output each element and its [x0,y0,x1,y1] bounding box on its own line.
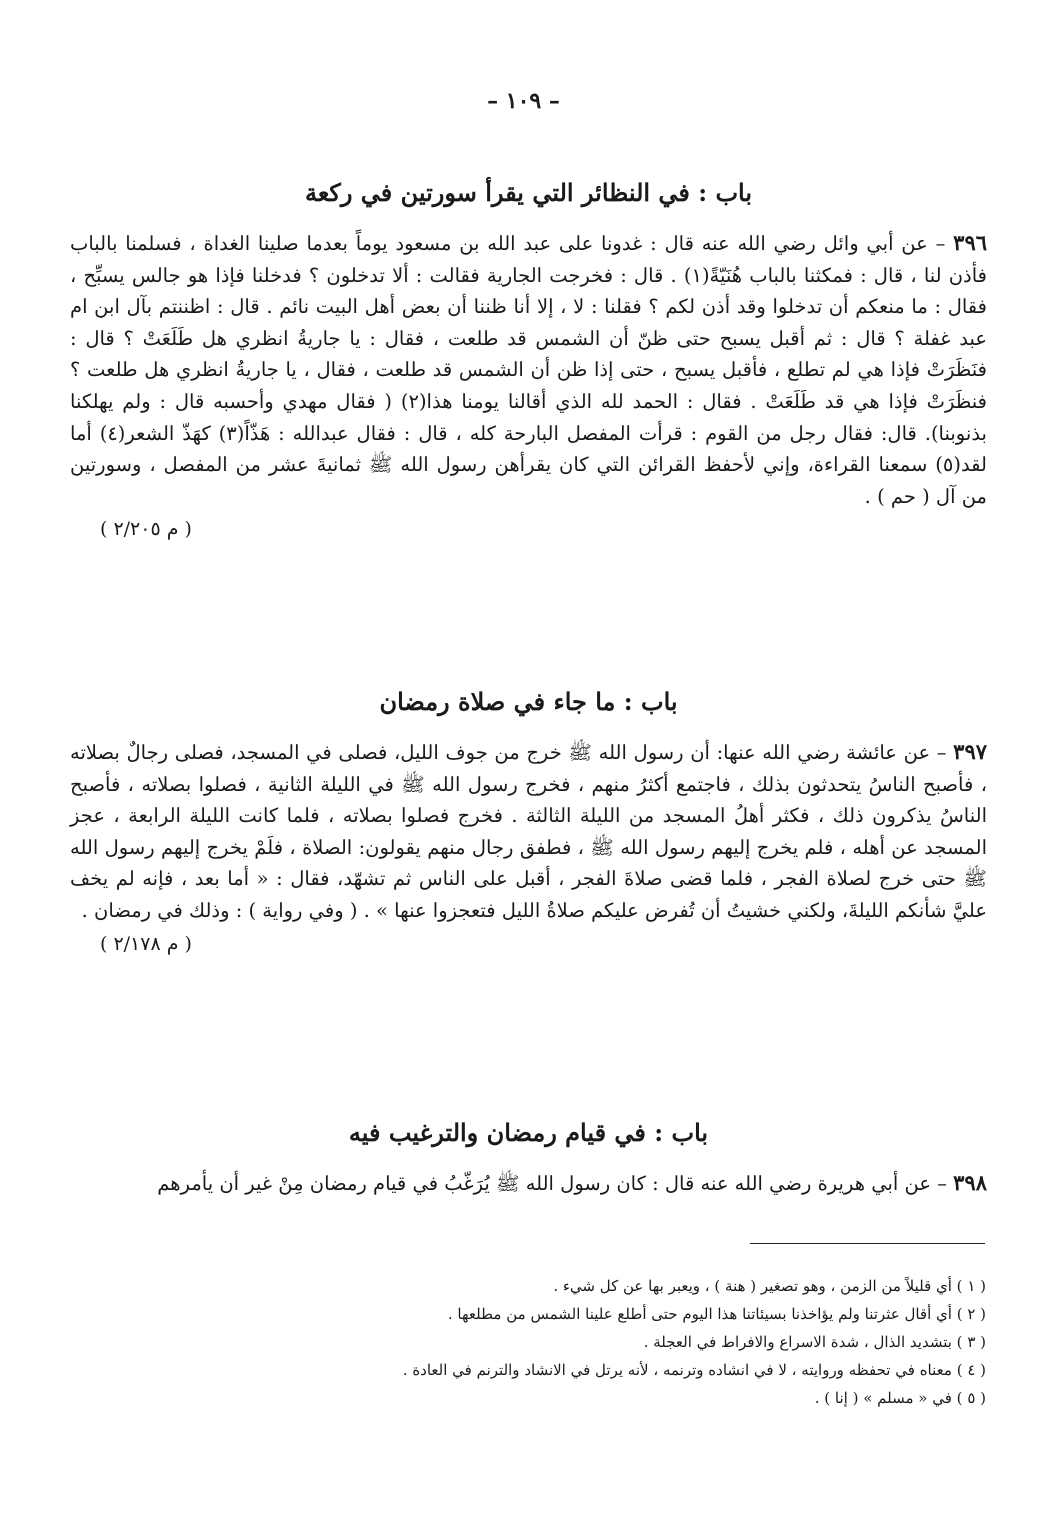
hadith-number: ٣٩٨ [953,1170,987,1195]
chapter-heading: باب : في قيام رمضان والترغيب فيه [348,1118,709,1147]
footnotes [120,1272,986,1412]
hadith-number: ٣٩٧ [953,739,988,764]
chapter-heading: باب : في النظائر التي يقرأ سورتين في ركعة [304,178,753,207]
footnote-2: ( ٢ ) أي أقال عثرتنا ولم يؤاخذنا بسيئاتنا هذا اليوم حتى أطلع علينا الشمس من مطلعها . [447,1305,986,1323]
footnote-4: ( ٤ ) معناه في تحفظه وروايته ، لا في انشاده وترنمه ، لأنه يرتل في الانشاد والترنم في العادة . [402,1361,986,1379]
hadith-section-396 [70,178,987,540]
footnote-1: ( ١ ) أي قليلاً من الزمن ، وهو تصغير ( هنة ) ، ويعبر بها عن كل شيء . [553,1277,986,1295]
hadith-section-397 [70,687,987,955]
hadith-text [70,736,987,927]
chapter-heading: باب : ما جاء في صلاة رمضان [379,687,678,716]
footnote-3: ( ٣ ) بتشديد الذال ، شدة الاسراع والافراط في العجلة . [643,1333,986,1351]
hadith-body: – عن أبي وائل رضي الله عنه قال : غدونا على عبد الله بن مسعود يوماً بعدما صلينا الغداة ، فسلمنا بالباب فأذن لنا ، قال : فمكثنا بالباب هُنَيّةً(١) . قال : فخرجت الجارية فقالت : ألا تدخلون ؟ فدخلنا فإذا هو جالس يسبِّح ، فقال : ما منعكم أن تدخلوا وقد أذن لكم ؟ فقلنا : لا ، إلا أنا ظننا أن بعض أهل البيت نائم . قال : اظننتم بآل ابن ام عبد غفلة ؟ قال : ثم أقبل يسبح حتى ظنّ أن الشمس قد طلعت ، فقال : يا جاريةُ انظري هل طَلَعَتْ ؟ قال : فنَظَرَتْ فإذا هي لم تطلع ، فأقبل يسبح ، حتى إذا ظن أن الشمس قد طلعت ، فقال ، يا جاريةُ انظري هل طلعت ؟ فنظَرَتْ فإذا هي قد طَلَعَتْ . فقال : الحمد لله الذي أقالنا يومنا هذا(٢) ( فقال مهدي وأحسبه قال : ولم يهلكنا بذنوبنا). قال: فقال رجل من القوم : قرأت المفصل البارحة كله ، قال : فقال عبدالله : هَذّاً(٣) كهَذّ الشعر(٤) أما لقد(٥) سمعنا القراءة، وإني لأحفظ القرائن التي كان يقرأهن رسول الله ﷺ ثمانيةَ عشر من المفصل ، وسورتين من آل ( حم ) . [70,232,987,508]
footnote-5: ( ٥ ) في « مسلم » ( إنا ) . [814,1389,986,1407]
footnote-divider [750,1243,985,1244]
source-reference: ( م ٢/٢٠٥ ) [100,518,192,541]
hadith-text [70,1167,987,1200]
hadith-body: – عن عائشة رضي الله عنها: أن رسول الله ﷺ خرج من جوف الليل، فصلى في المسجد، فصلى رجالٌ بصلاته ، فأصبح الناسُ يتحدثون بذلك ، فاجتمع أكثرُ منهم ، فخرج رسول الله ﷺ في الليلة الثانية ، فصلوا بصلاته ، فأصبح الناسُ يذكرون ذلك ، فكثر أهلُ المسجد من الليلة الثالثة . فخرج فصلوا بصلاته ، فلما كانت الليلة الرابعة ، عجز المسجد عن أهله ، فلم يخرج إليهم رسول الله ﷺ ، فطفق رجال منهم يقولون: الصلاة ، فلَمْ يخرج إليهم رسول الله ﷺ حتى خرج لصلاة الفجر ، فلما قضى صلاةَ الفجر ، أقبل على الناس ثم تشهّد، فقال : « أما بعد ، فإنه لم يخف عليَّ شأنكم الليلةَ، ولكني خشيتُ أن تُفرض عليكم صلاةُ الليل فتعجزوا عنها » . ( وفي رواية ) : وذلك في رمضان . [70,741,987,922]
hadith-text [70,227,987,512]
hadith-number: ٣٩٦ [953,230,988,255]
page-number: – ١٠٩ – [487,88,560,114]
hadith-section-398 [70,1118,987,1200]
source-reference: ( م ٢/١٧٨ ) [100,932,192,955]
hadith-body: – عن أبي هريرة رضي الله عنه قال : كان رسول الله ﷺ يُرَغّبُ في قيام رمضان مِنْ غير أن يأمرهم [157,1172,947,1195]
